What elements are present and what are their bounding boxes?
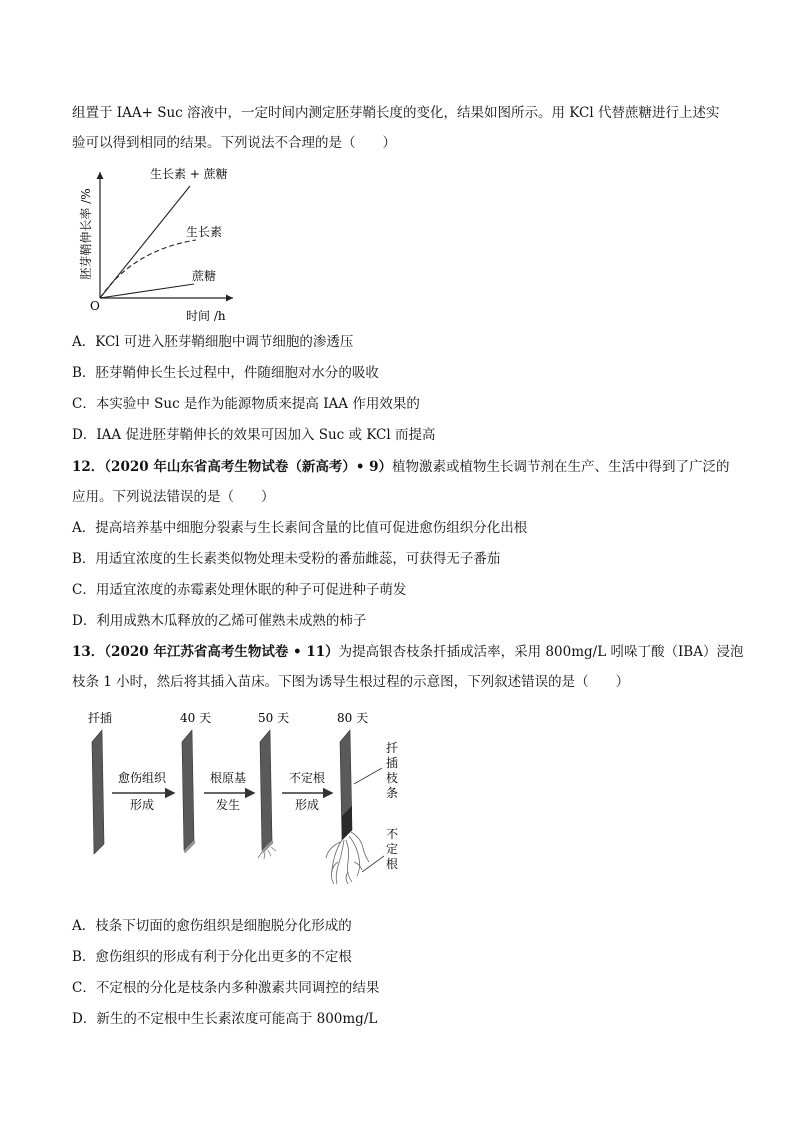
label-cutting-3: 枝 (386, 771, 399, 785)
q12-stem-line2: 应用。下列说法错误的是（ ） (72, 489, 275, 505)
q13-stem-line1 (72, 643, 743, 661)
q12-option-b: B．用适宜浓度的生长素类似物处理未受粉的番茄雌蕊，可获得无子番茄 (72, 551, 501, 567)
q13-rooting-diagram (78, 712, 418, 902)
q12-option-d: D．利用成熟木瓜释放的乙烯可催熟未成熟的柿子 (72, 613, 367, 629)
q11-option-b: B．胚芽鞘伸长生长过程中，件随细胞对水分的吸收 (72, 365, 379, 381)
step1-label-line2: 形成 (129, 798, 155, 812)
q11-stem-line1: 组置于 IAA+ Suc 溶液中，一定时间内测定胚芽鞘长度的变化，结果如图所示。用 KCl 代替蔗糖进行上述实 (72, 105, 720, 121)
q11-growth-chart (78, 160, 258, 325)
label-auxin: 生长素 (186, 225, 223, 239)
q13-stem-rest: 为提高银杏枝条扦插成活率，采用 800mg/L 吲哚丁酸（IBA）浸泡 (338, 644, 744, 660)
q13-option-c: C．不定根的分化是枝条内多种激素共同调控的结果 (72, 980, 380, 996)
label-auxin-sucrose: 生长素 + 蔗糖 (150, 167, 228, 181)
q13-stem-line2: 枝条 1 小时，然后将其插入苗床。下图为诱导生根过程的示意图，下列叙述错误的是（ ） (72, 674, 630, 690)
chart-ylabel: 胚芽鞘伸长率 /% (79, 188, 93, 280)
q11-option-a: A．KCl 可进入胚芽鞘细胞中调节细胞的渗透压 (72, 334, 354, 350)
pointer-root (362, 856, 384, 872)
step2-label-line2: 发生 (215, 798, 241, 812)
curve-auxin (100, 240, 196, 298)
chart-origin: O (90, 299, 100, 313)
label-root-1: 不 (386, 827, 399, 841)
q12-source: （2020 年山东省高考生物试卷（新高考）• 9） (104, 459, 393, 475)
pointer-cutting (354, 768, 382, 784)
label-cutting-1: 扦 (386, 741, 399, 755)
label-sucrose: 蔗糖 (192, 269, 217, 283)
q11-stem-line2: 验可以得到相同的结果。下列说法不合理的是（ ） (72, 135, 396, 151)
q13-option-a: A．枝条下切面的愈伤组织是细胞脱分化形成的 (72, 918, 352, 934)
cutting-stage1 (182, 730, 194, 850)
q13-source: （2020 年江苏省高考生物试卷 • 11） (104, 644, 339, 660)
q11-option-d: D．IAA 促进胚芽鞘伸长的效果可因加入 Suc 或 KCl 而提高 (72, 427, 436, 443)
q11-option-c: C．本实验中 Suc 是作为能源物质来提高 IAA 作用效果的 (72, 396, 420, 412)
curve-auxin-sucrose (100, 186, 190, 298)
curve-sucrose (100, 284, 194, 298)
q13-number: 13． (72, 644, 105, 660)
cutting-stage0 (92, 730, 104, 854)
stage1-label: 40 天 (180, 712, 212, 725)
q12-option-c: C．用适宜浓度的赤霉素处理休眠的种子可促进种子萌发 (72, 582, 407, 598)
label-cutting-2: 插 (386, 756, 399, 770)
chart-xlabel: 时间 /h (186, 309, 226, 323)
stage3-label: 80 天 (337, 712, 369, 725)
q13-option-b: B．愈伤组织的形成有利于分化出更多的不定根 (72, 949, 352, 965)
label-root-3: 根 (386, 857, 399, 871)
label-root-2: 定 (386, 842, 399, 856)
q12-option-a: A．提高培养基中细胞分裂素与生长素间含量的比值可促进愈伤组织分化出根 (72, 520, 528, 536)
q12-stem-rest: 植物激素或植物生长调节剂在生产、生活中得到了广泛的 (392, 459, 730, 475)
step2-label-line1: 根原基 (209, 771, 247, 785)
q13-option-d: D．新生的不定根中生长素浓度可能高于 800mg/L (72, 1011, 378, 1027)
q12-number: 12． (72, 459, 105, 475)
step3-label-line2: 形成 (294, 798, 320, 812)
label-cutting-4: 条 (386, 786, 399, 800)
cutting-stage2 (260, 730, 272, 850)
adventitious-roots (326, 832, 369, 884)
stage0-label: 扦插 (88, 712, 113, 725)
stage2-label: 50 天 (258, 712, 290, 725)
q12-stem-line1 (72, 458, 730, 476)
step3-label-line1: 不定根 (288, 771, 326, 785)
step1-label-line1: 愈伤组织 (117, 771, 167, 785)
